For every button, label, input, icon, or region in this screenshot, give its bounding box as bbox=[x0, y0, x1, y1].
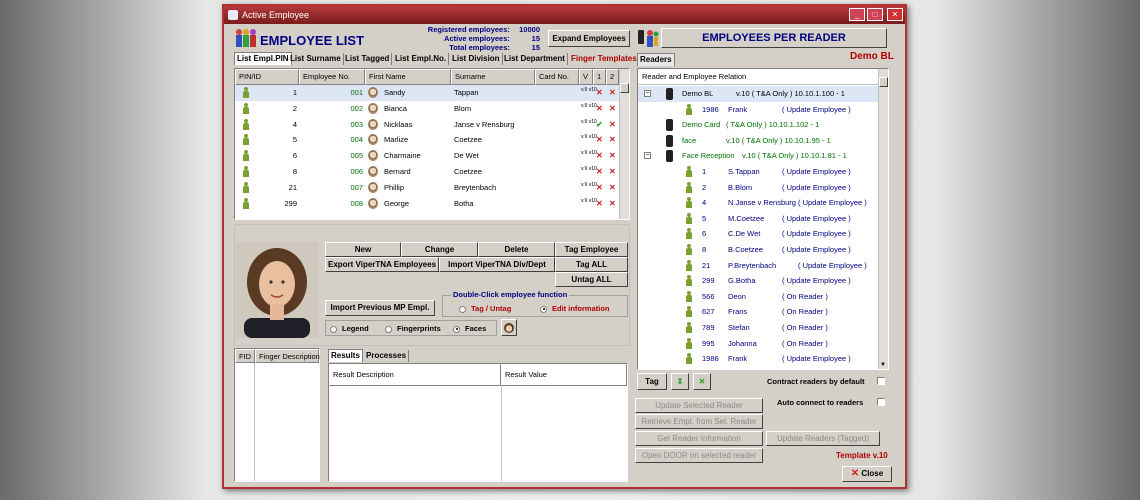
tree-collapse-icon[interactable]: − bbox=[645, 90, 650, 97]
reader-name: Demo Card bbox=[682, 120, 721, 130]
export-vipertna-button[interactable]: Export ViperTNA Employees bbox=[325, 257, 439, 272]
app-icon bbox=[228, 10, 238, 20]
scroll-down-arrow-icon[interactable]: ▼ bbox=[880, 362, 886, 368]
tree-scrollbar[interactable] bbox=[878, 69, 888, 369]
employee-status: ( Update Employee ) bbox=[782, 276, 851, 286]
cell-version: v.9 v10 bbox=[581, 134, 597, 141]
maximize-button[interactable]: □ bbox=[867, 8, 883, 21]
tag-employee-button[interactable]: Tag Employee bbox=[555, 242, 628, 257]
active-label: Active employees: bbox=[444, 34, 510, 43]
employee-number: 5 bbox=[702, 213, 707, 223]
results-grid bbox=[328, 363, 628, 482]
employee-status: ( Update Employee ) bbox=[782, 245, 851, 254]
face-thumbnail-icon bbox=[368, 119, 378, 130]
tree-employee-node[interactable] bbox=[638, 289, 878, 305]
employee-name: N.Janse v Rensburg bbox=[728, 198, 796, 208]
person-icon bbox=[686, 338, 692, 349]
cell-version: v.9 v10 bbox=[581, 150, 597, 157]
tree-employee-node[interactable] bbox=[638, 242, 878, 258]
employee-name: B.Coetzee bbox=[728, 245, 764, 254]
employee-status: ( Update Employee ) bbox=[798, 260, 867, 270]
cell-pin: 2 bbox=[292, 103, 297, 113]
face-thumbnail-icon bbox=[368, 182, 378, 193]
person-icon bbox=[686, 306, 692, 317]
person-icon bbox=[686, 104, 692, 115]
tag-reader-button[interactable]: Tag bbox=[637, 373, 667, 390]
person-icon bbox=[686, 197, 692, 208]
cell-finger-2-status: ✕ bbox=[609, 182, 616, 192]
employee-grid bbox=[234, 68, 630, 220]
cell-pin: 6 bbox=[292, 151, 297, 161]
table-row[interactable] bbox=[235, 180, 619, 196]
faces-label: Faces bbox=[465, 324, 487, 333]
employee-number: 21 bbox=[702, 260, 711, 270]
finger-grid bbox=[234, 348, 320, 482]
site-name: Demo BL bbox=[850, 51, 894, 62]
tag-all-button[interactable]: Tag ALL bbox=[555, 257, 628, 272]
results-divider bbox=[501, 386, 502, 481]
employee-name: Frank bbox=[728, 104, 748, 114]
employee-status: ( Update Employee ) bbox=[782, 229, 851, 239]
cell-finger-2-status: ✕ bbox=[609, 167, 616, 176]
tag-untag-radio[interactable] bbox=[459, 304, 511, 313]
tree-reader-node[interactable] bbox=[638, 117, 878, 133]
close-x-icon: ✕ bbox=[850, 468, 860, 479]
cell-surname: De Wet bbox=[454, 151, 479, 161]
tree-header: Reader and Employee Relation bbox=[638, 69, 878, 85]
col-fid[interactable]: FID bbox=[235, 349, 255, 363]
reader-info: v.10 ( T&A Only ) 10.10.1.81 - 1 bbox=[742, 151, 847, 161]
reader-info: v.10 ( T&A Only ) 10.10.1.100 - 1 bbox=[736, 89, 845, 98]
expand-collapse-icon[interactable]: ⇕ bbox=[671, 373, 689, 390]
delete-employee-button[interactable]: Delete bbox=[478, 242, 555, 257]
employee-number: 627 bbox=[702, 307, 715, 317]
reader-people-icon bbox=[637, 28, 659, 50]
cell-finger-1-status: ✕ bbox=[596, 167, 603, 176]
import-vipertna-button[interactable]: Import ViperTNA Div/Dept bbox=[439, 257, 555, 272]
face-thumbnail-icon bbox=[368, 166, 378, 177]
employee-number: 789 bbox=[702, 323, 715, 332]
cell-finger-1-status: ✕ bbox=[596, 182, 603, 192]
cell-version: v.9 v10 bbox=[581, 166, 597, 172]
page-title: EMPLOYEE LIST bbox=[260, 33, 365, 48]
tree-employee-node[interactable] bbox=[638, 304, 878, 320]
col-finger-1[interactable]: 1 bbox=[593, 69, 606, 85]
person-icon bbox=[243, 119, 249, 130]
tag-untag-label: Tag / Untag bbox=[471, 304, 512, 313]
employee-status: ( Update Employee ) bbox=[782, 167, 851, 176]
employee-name: Johanna bbox=[728, 338, 757, 348]
legend-label: Legend bbox=[342, 324, 369, 333]
cell-surname: Breytenbach bbox=[454, 182, 497, 192]
expand-employees-button[interactable]: Expand Employees bbox=[548, 30, 630, 47]
employee-status: ( Update Employee ) bbox=[782, 104, 851, 114]
col-v[interactable]: V bbox=[579, 69, 593, 85]
person-icon bbox=[686, 182, 692, 193]
change-employee-button[interactable]: Change bbox=[401, 242, 478, 257]
cell-first-name: Sandy bbox=[384, 88, 406, 97]
tree-employee-node[interactable] bbox=[638, 164, 878, 180]
employees-per-reader-button[interactable]: EMPLOYEES PER READER bbox=[661, 28, 887, 48]
employee-status: ( On Reader ) bbox=[782, 307, 828, 317]
close-button[interactable] bbox=[842, 466, 892, 482]
tree-employee-node[interactable] bbox=[638, 211, 878, 227]
tree-reader-node[interactable] bbox=[638, 148, 878, 164]
face-thumbnail-icon bbox=[368, 150, 378, 161]
employee-name: P.Breytenbach bbox=[728, 260, 777, 270]
employee-name: Stefan bbox=[728, 323, 750, 332]
col-result-desc[interactable]: Result Description bbox=[329, 364, 501, 386]
cell-first-name: George bbox=[384, 198, 410, 208]
tree-reader-node[interactable] bbox=[638, 86, 878, 102]
tab-processes[interactable]: Processes bbox=[364, 350, 409, 362]
person-icon bbox=[686, 322, 692, 333]
tab-readers[interactable]: Readers bbox=[637, 53, 675, 66]
cell-finger-2-status: ✕ bbox=[609, 198, 616, 208]
cell-finger-2-status: ✕ bbox=[609, 119, 616, 129]
cell-first-name: Bianca bbox=[384, 103, 407, 113]
cell-first-name: Charmaine bbox=[384, 151, 421, 161]
reader-tree bbox=[637, 68, 889, 370]
close-label: Close bbox=[861, 469, 884, 478]
person-icon bbox=[686, 166, 692, 177]
employee-number: 1 bbox=[702, 167, 707, 176]
employee-name: Frank bbox=[728, 354, 748, 364]
reader-device-icon bbox=[666, 88, 673, 100]
face-capture-icon[interactable] bbox=[501, 319, 517, 336]
cell-finger-1-status: ✕ bbox=[596, 198, 603, 208]
cell-pin: 21 bbox=[288, 182, 297, 192]
employee-number: 1986 bbox=[702, 354, 719, 364]
update-selected-reader-button[interactable]: Update Selected Reader bbox=[635, 398, 763, 413]
person-icon bbox=[686, 260, 692, 271]
tree-collapse-icon[interactable]: − bbox=[645, 152, 650, 160]
grid-scrollbar[interactable] bbox=[619, 69, 629, 219]
employee-status: ( Update Employee ) bbox=[782, 182, 851, 192]
cell-surname: Coetzee bbox=[454, 167, 482, 176]
face-thumbnail-icon bbox=[368, 134, 378, 145]
auto-connect-checkbox[interactable] bbox=[877, 398, 885, 406]
tab-list-empl-no[interactable]: List Empl.No. bbox=[393, 53, 449, 65]
grid-scroll-thumb[interactable] bbox=[620, 83, 629, 93]
grid-rows bbox=[235, 85, 619, 219]
employee-number: 6 bbox=[702, 229, 707, 239]
tab-list-department[interactable]: List Department bbox=[502, 53, 568, 65]
tab-list-surname[interactable]: List Surname bbox=[288, 53, 344, 65]
col-first-name[interactable]: First Name bbox=[365, 69, 451, 85]
cell-finger-2-status: ✕ bbox=[609, 103, 616, 113]
person-icon bbox=[686, 228, 692, 239]
reader-name: Demo BL bbox=[682, 89, 714, 98]
template-version: Template v.10 bbox=[836, 451, 888, 460]
tree-employee-node[interactable] bbox=[638, 180, 878, 196]
cell-version: v.9 v10 bbox=[581, 197, 597, 204]
cell-employee-no: 004 bbox=[350, 135, 363, 145]
cell-finger-1-status: ✕ bbox=[596, 88, 603, 97]
employee-status: ( On Reader ) bbox=[782, 291, 828, 301]
cell-surname: Janse v Rensburg bbox=[454, 119, 515, 129]
reader-name: Face Reception bbox=[682, 151, 735, 161]
col-employee-no[interactable]: Employee No. bbox=[299, 69, 365, 85]
table-row[interactable] bbox=[235, 117, 619, 133]
cell-surname: Botha bbox=[454, 198, 474, 208]
employee-status: ( Update Employee ) bbox=[782, 354, 851, 364]
employee-number: 2 bbox=[702, 182, 707, 192]
col-surname[interactable]: Surname bbox=[451, 69, 535, 85]
cell-finger-2-status: ✕ bbox=[609, 151, 616, 161]
cell-surname: Tappan bbox=[454, 88, 479, 97]
title-bar bbox=[224, 6, 905, 24]
employee-status: ( On Reader ) bbox=[782, 323, 828, 332]
tree-employee-node[interactable] bbox=[638, 102, 878, 118]
cell-employee-no: 008 bbox=[350, 198, 363, 208]
faces-radio[interactable] bbox=[453, 324, 486, 333]
tab-list-tagged[interactable]: List Tagged bbox=[343, 53, 392, 65]
person-icon bbox=[243, 166, 249, 177]
employee-name: Frans bbox=[728, 307, 748, 317]
employee-status: ( Update Employee ) bbox=[798, 198, 867, 208]
person-icon bbox=[243, 103, 249, 114]
employee-number: 8 bbox=[702, 245, 707, 254]
tree-employee-node[interactable] bbox=[638, 258, 878, 274]
col-card-no[interactable]: Card No. bbox=[535, 69, 579, 85]
tab-results[interactable]: Results bbox=[328, 349, 363, 362]
cell-first-name: Phillip bbox=[384, 182, 405, 192]
reader-name: face bbox=[682, 135, 697, 145]
col-finger-2[interactable]: 2 bbox=[606, 69, 619, 85]
cell-version: v.9 v10 bbox=[581, 118, 597, 125]
total-label: Total employees: bbox=[449, 43, 510, 52]
employee-name: S.Tappan bbox=[728, 167, 760, 176]
employee-name: Deon bbox=[728, 291, 746, 301]
active-employee-window bbox=[222, 4, 907, 489]
cell-version: v.9 v10 bbox=[581, 87, 597, 93]
tab-list-division[interactable]: List Division bbox=[450, 53, 503, 65]
face-thumbnail-icon bbox=[368, 103, 378, 114]
cell-version: v.9 v10 bbox=[581, 181, 597, 188]
face-thumbnail-icon bbox=[368, 87, 378, 98]
cell-employee-no: 006 bbox=[350, 167, 363, 176]
tree-reader-node[interactable] bbox=[638, 133, 878, 149]
contract-readers-label: Contract readers by default bbox=[767, 377, 865, 386]
person-icon bbox=[686, 275, 692, 286]
tree-rows bbox=[638, 86, 878, 369]
double-click-title: Double-Click employee function bbox=[453, 290, 568, 299]
person-icon bbox=[243, 198, 249, 209]
tab-finger-templates[interactable]: Finger Templates bbox=[571, 54, 637, 63]
import-previous-button[interactable]: Import Previous MP Empl. bbox=[325, 300, 435, 316]
cell-version: v.9 v10 bbox=[581, 102, 597, 109]
cell-employee-no: 001 bbox=[350, 88, 363, 97]
tree-employee-node[interactable] bbox=[638, 336, 878, 352]
cell-pin: 8 bbox=[292, 167, 297, 176]
cell-finger-1-status: ✔ bbox=[596, 119, 603, 129]
reader-device-icon bbox=[666, 135, 673, 147]
total-value: 15 bbox=[531, 43, 540, 52]
retrieve-employees-button[interactable]: Retrieve Empl. from Sel. Reader bbox=[635, 414, 763, 429]
cell-pin: 4 bbox=[292, 119, 297, 129]
table-row[interactable] bbox=[235, 164, 619, 180]
employee-name: M.Coetzee bbox=[728, 213, 765, 223]
table-row[interactable] bbox=[235, 132, 619, 148]
col-finger-desc[interactable]: Finger Description bbox=[255, 349, 319, 363]
cell-pin: 1 bbox=[292, 88, 297, 97]
cell-pin: 5 bbox=[292, 135, 297, 145]
employee-number: 995 bbox=[702, 338, 715, 348]
update-tagged-readers-button[interactable]: Update Readers (Tagged) bbox=[766, 431, 880, 446]
edit-info-radio[interactable] bbox=[540, 304, 610, 313]
fingerprints-label: Fingerprints bbox=[397, 324, 441, 333]
cell-finger-2-status: ✕ bbox=[609, 88, 616, 97]
employee-name: G.Botha bbox=[728, 276, 756, 286]
employee-number: 566 bbox=[702, 291, 715, 301]
employee-status: ( Update Employee ) bbox=[782, 213, 851, 223]
employee-number: 1986 bbox=[702, 104, 719, 114]
table-row[interactable] bbox=[235, 148, 619, 164]
minimize-button[interactable]: _ bbox=[849, 8, 865, 21]
reader-device-icon bbox=[666, 119, 673, 131]
tree-employee-node[interactable] bbox=[638, 320, 878, 336]
person-icon bbox=[686, 353, 692, 364]
tab-list-empl-pin[interactable]: List Empl.PIN bbox=[234, 52, 292, 65]
active-value: 15 bbox=[531, 34, 540, 43]
cell-first-name: Nicklaas bbox=[384, 119, 413, 129]
table-row[interactable] bbox=[235, 85, 619, 101]
reader-info: v.10 ( T&A Only ) 10.10.1.95 - 1 bbox=[726, 135, 831, 145]
view-mode-group bbox=[325, 320, 497, 336]
close-window-button[interactable]: ✕ bbox=[887, 8, 903, 21]
edit-info-label: Edit information bbox=[552, 304, 610, 313]
tree-employee-node[interactable] bbox=[638, 351, 878, 367]
fingerprints-radio[interactable] bbox=[385, 324, 441, 333]
tree-employee-node[interactable] bbox=[638, 226, 878, 242]
cell-pin: 299 bbox=[284, 198, 297, 208]
employee-photo bbox=[236, 242, 318, 338]
employee-counts bbox=[424, 25, 540, 52]
cell-employee-no: 003 bbox=[350, 119, 363, 129]
person-icon bbox=[243, 87, 249, 98]
person-icon bbox=[686, 291, 692, 302]
cell-finger-1-status: ✕ bbox=[596, 151, 603, 161]
table-row[interactable] bbox=[235, 196, 619, 212]
open-door-button[interactable]: Open DOOR on selected reader bbox=[635, 448, 763, 463]
employees-icon bbox=[234, 28, 258, 50]
employee-name: C.De Wet bbox=[728, 229, 761, 239]
col-result-value[interactable]: Result Value bbox=[501, 364, 627, 386]
employee-status: ( On Reader ) bbox=[782, 338, 828, 348]
get-reader-info-button[interactable]: Get Reader Information bbox=[635, 431, 763, 446]
cell-first-name: Marlize bbox=[384, 135, 409, 145]
cell-employee-no: 007 bbox=[350, 182, 363, 192]
face-thumbnail-icon bbox=[368, 198, 378, 209]
cell-surname: Blom bbox=[454, 103, 472, 113]
employee-number: 4 bbox=[702, 198, 707, 208]
reader-device-icon bbox=[666, 150, 673, 162]
auto-connect-label: Auto connect to readers bbox=[777, 398, 864, 407]
tree-scroll-thumb[interactable] bbox=[879, 77, 888, 87]
tree-employee-node[interactable] bbox=[638, 195, 878, 211]
cell-finger-1-status: ✕ bbox=[596, 103, 603, 113]
cell-finger-2-status: ✕ bbox=[609, 135, 616, 145]
person-icon bbox=[243, 182, 249, 193]
cell-first-name: Bernard bbox=[384, 167, 411, 176]
col-pin[interactable]: PIN/ID bbox=[235, 69, 299, 85]
finger-grid-divider bbox=[254, 363, 255, 481]
contract-readers-checkbox[interactable] bbox=[877, 377, 885, 385]
window-title: Active Employee bbox=[242, 10, 310, 20]
cell-finger-1-status: ✕ bbox=[596, 135, 603, 145]
person-icon bbox=[686, 244, 692, 255]
cell-employee-no: 005 bbox=[350, 151, 363, 161]
cell-employee-no: 002 bbox=[350, 103, 363, 113]
person-icon bbox=[686, 213, 692, 224]
employee-number: 299 bbox=[702, 276, 715, 286]
employee-name: B.Blom bbox=[728, 182, 753, 192]
registered-label: Registered employees: bbox=[427, 25, 510, 34]
untag-all-button[interactable]: Untag ALL bbox=[555, 272, 628, 287]
remove-tag-icon[interactable]: ✕ bbox=[693, 373, 711, 390]
table-row[interactable] bbox=[235, 101, 619, 117]
double-click-group bbox=[442, 290, 628, 317]
cell-surname: Coetzee bbox=[454, 135, 482, 145]
legend-radio[interactable] bbox=[330, 324, 369, 333]
person-icon bbox=[243, 134, 249, 145]
new-employee-button[interactable]: New bbox=[325, 242, 401, 257]
tree-employee-node[interactable] bbox=[638, 273, 878, 289]
registered-value: 10000 bbox=[519, 25, 540, 34]
person-icon bbox=[243, 150, 249, 161]
reader-info: ( T&A Only ) 10.10.1.102 - 1 bbox=[726, 120, 820, 130]
